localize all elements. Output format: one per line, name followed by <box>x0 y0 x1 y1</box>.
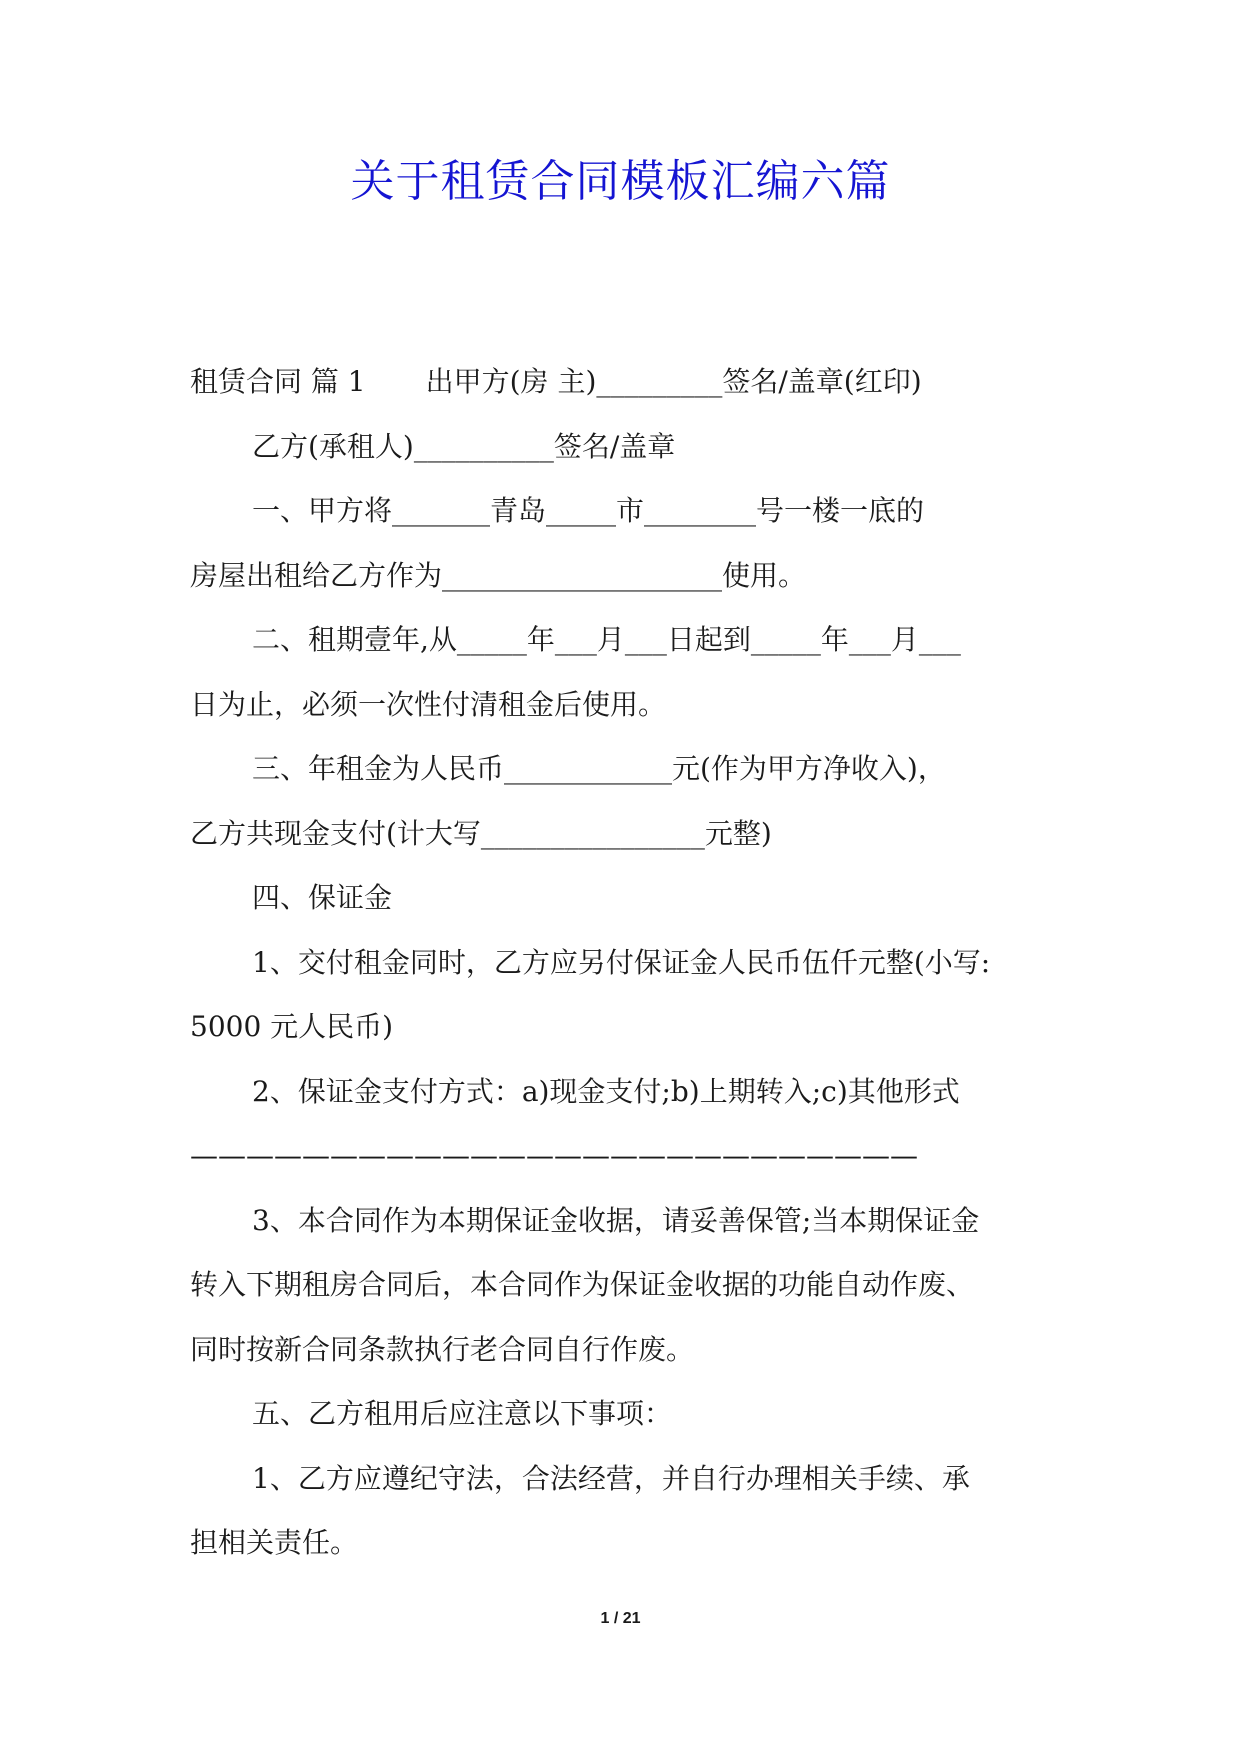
paragraph-line: 二、租期壹年,从_____年___月___日起到_____年___月___ <box>252 623 961 656</box>
paragraph-line: 乙方共现金支付(计大写________________元整) <box>190 816 772 850</box>
paragraph-line: 1、交付租金同时，乙方应另付保证金人民币伍仟元整(小写: <box>252 945 991 979</box>
paragraph-line <box>190 350 1060 415</box>
blank-rule-line: —————————————————————————— <box>190 1139 918 1172</box>
paragraph-line: 转入下期租房合同后，本合同作为保证金收据的功能自动作废、 <box>190 1268 975 1301</box>
paragraph-line: 房屋出租给乙方作为____________________使用。 <box>190 558 807 592</box>
paragraph-line: 同时按新合同条款执行老合同自行作废。 <box>190 1332 695 1366</box>
party-a-line: 出甲方(房 主)_________签名/盖章(红印) <box>425 365 922 398</box>
section-heading: 租赁合同 篇 1 <box>190 365 366 398</box>
paragraph-line: 四、保证金 <box>252 881 393 914</box>
paragraph-line: 担相关责任。 <box>190 1526 359 1559</box>
paragraph-line: 五、乙方租用后应注意以下事项： <box>252 1397 673 1430</box>
paragraph-line: 日为止，必须一次性付清租金后使用。 <box>190 687 667 721</box>
paragraph-line: 乙方(承租人)__________签名/盖章 <box>252 429 676 463</box>
paragraph-line: 1、乙方应遵纪守法，合法经营，并自行办理相关手续、承 <box>252 1461 970 1495</box>
paragraph-line: 3、本合同作为本期保证金收据，请妥善保管;当本期保证金 <box>252 1203 980 1237</box>
document-title: 关于租赁合同模板汇编六篇 <box>350 156 891 207</box>
paragraph-line: 5000 元人民币) <box>190 1010 394 1043</box>
paragraph-line: 三、年租金为人民币____________元(作为甲方净收入)， <box>252 752 946 785</box>
page-number: 1 / 21 <box>600 1610 641 1627</box>
document-body <box>190 350 1060 1576</box>
paragraph-line: 2、保证金支付方式：a)现金支付;b)上期转入;c)其他形式 <box>252 1074 960 1108</box>
paragraph-line: 一、甲方将_______青岛_____市________号一楼一底的 <box>252 494 925 527</box>
